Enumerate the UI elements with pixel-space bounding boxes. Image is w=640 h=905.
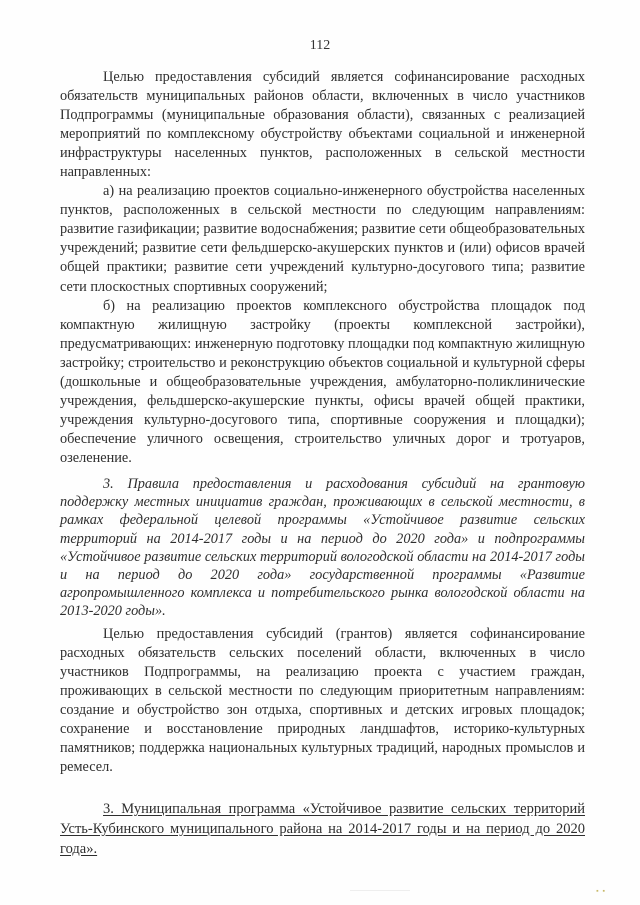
scan-corner-mark: ▪ ▪ <box>596 888 606 895</box>
intro-paragraph: Целью предоставления субсидий является софинансирование расходных обязательств муниципальных районов области, включенных в число участников Подпрограммы (муниципальные образования области), связанных с реализацией мероприятий по комплексному обустройству объектами социальной и инженерной инфраструктуры населенных пунктов, расположенных в сельской местности направленных: <box>60 69 585 181</box>
item-a-paragraph: а) на реализацию проектов социально-инженерного обустройства населенных пунктов, расположенных в сельской местности по следующим направлениям: развитие газификации; развитие водоснабжения; развитие сети общеобразовательных учреждений; развитие сети фельдшерско-акушерских пунктов и (или) офисов врачей общей практики; развитие сети учреждений культурно-досугового типа; развитие сети плоскостных спортивных сооружений; <box>60 183 585 295</box>
page-number: 112 <box>309 38 331 53</box>
scan-artifact-line <box>350 890 410 891</box>
document-body <box>60 68 585 859</box>
section-heading: 3. Муниципальная программа «Устойчивое развитие сельских территорий Усть-Кубинского муниципального района на 2014-2017 годы и на период до 2020 года». <box>60 800 585 857</box>
grant-purpose-paragraph: Целью предоставления субсидий (грантов) является софинансирование расходных обязательств сельских поселений области, включенных в число участников Подпрограммы, на реализацию проекта с участием граждан, проживающих в сельской местности по следующим приоритетным направлениям: создание и обустройство зон отдыха, спортивных и детских игровых площадок; сохранение и восстановление природных ландшафтов, историко-культурных памятников; поддержка национальных культурных традиций, народных промыслов и ремесел. <box>60 625 585 775</box>
item-b-paragraph: б) на реализацию проектов комплексного обустройства площадок под компактную жилищную застройку (проекты комплексной застройки), предусматривающих: инженерную подготовку площадки под компактную жилищную застройку; строительство и реконструкцию объектов социальной и культурной сферы (дошкольные и общеобразовательные учреждения, амбулаторно-поликлинические учреждения, фельдшерско-акушерские пункты, офисы врачей общей практики, учреждения культурно-досугового типа, спортивные сооружения и площадки); обеспечение уличного освещения, строительство уличных дорог и тротуаров, озеленение. <box>60 297 585 466</box>
rules-section-paragraph: 3. Правила предоставления и расходования субсидий на грантовую поддержку местных инициатив граждан, проживающих в сельской местности, в рамках федеральной целевой программы «Устойчивое развитие сельских территорий на 2014-2017 годы и на период до 2020 года» и подпрограммы «Устойчивое развитие сельских территорий вологодской области на 2014-2017 годы и на период до 2020 года» государственной программы «Развитие агропромышленного комплекса и потребительского рынка вологодской области на 2013-2020 годы». <box>60 475 585 620</box>
